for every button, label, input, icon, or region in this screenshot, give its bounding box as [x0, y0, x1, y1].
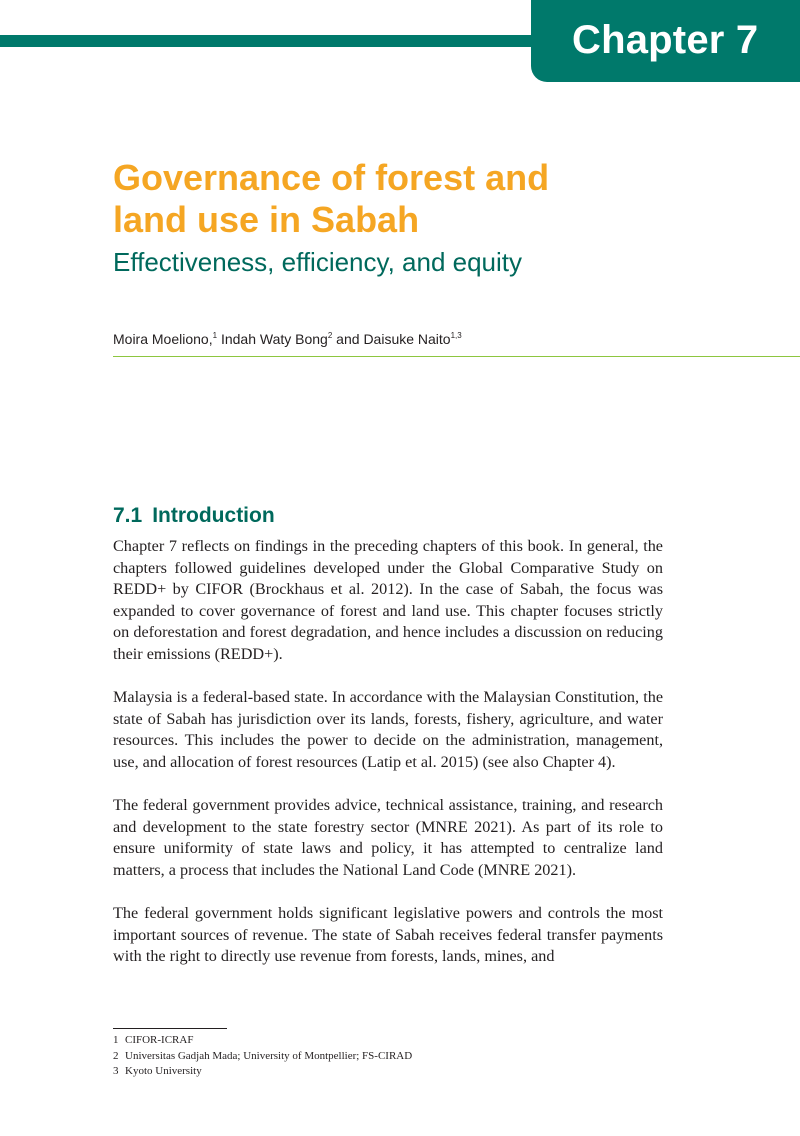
author-affiliation: 1,3: [450, 331, 462, 340]
footnote-text: CIFOR-ICRAF: [125, 1034, 194, 1046]
footnote-text: Universitas Gadjah Mada; University of Montpellier; FS-CIRAD: [125, 1049, 413, 1062]
paragraph: The federal government provides advice, technical assistance, training, and research and development to the state forestry sector (MNRE 2021). As part of its role to ensure uniformity of state laws and policy, it has attempted to centralize land matters, a process that includes the National Land Code (MNRE 2021).: [113, 796, 663, 879]
section-heading: [113, 502, 275, 530]
title-divider: [113, 356, 800, 357]
footnote: [113, 1064, 412, 1080]
paragraph: The federal government holds significant legislative powers and controls the most important sources of revenue. The state of Sabah receives federal transfer payments with the right to directly use revenue from forests, lands, mines, and: [113, 904, 663, 966]
footnote-number: 3: [113, 1065, 119, 1077]
author-name: Daisuke Naito: [363, 331, 451, 347]
chapter-subtitle: Effectiveness, efficiency, and equity: [113, 247, 523, 277]
author-name: Indah Waty Bong: [220, 331, 328, 347]
section-title: Introduction: [152, 504, 275, 527]
chapter-label: Chapter 7: [572, 18, 759, 62]
footnote-rule: [113, 1028, 227, 1029]
footnotes: [113, 1033, 412, 1080]
paragraph: Chapter 7 reflects on findings in the preceding chapters of this book. In general, the chapters followed guidelines developed under the Global Comparative Study on REDD+ by CIFOR (Brockhaus et al. 2012). In the case of Sabah, the focus was expanded to cover governance of forest and land use. This chapter focuses strictly on deforestation and forest degradation, and hence includes a discussion on reducing their emissions (REDD+).: [113, 537, 663, 663]
header-rule: [0, 35, 540, 47]
author-affiliation: 2: [327, 331, 333, 340]
author-name: Moira Moeliono,: [113, 331, 213, 347]
paragraph: Malaysia is a federal-based state. In accordance with the Malaysian Constitution, the state of Sabah has jurisdiction over its lands, forests, fishery, agriculture, and water resources. This includes the power to decide on the administration, management, use, and allocation of forest resources (Latip et al. 2015) (see also Chapter 4).: [113, 688, 663, 771]
footnote: [113, 1049, 412, 1065]
footnote-number: 1: [113, 1034, 119, 1046]
author-separator: and: [332, 331, 364, 347]
footnote: [113, 1033, 412, 1049]
chapter-title-line-2: land use in Sabah: [113, 199, 420, 240]
author-affiliation: 1: [212, 331, 218, 340]
footnote-number: 2: [113, 1049, 119, 1062]
section-number: 7.1: [113, 504, 143, 527]
footnote-text: Kyoto University: [125, 1065, 202, 1077]
chapter-title: [113, 157, 673, 241]
chapter-title-line-1: Governance of forest and: [113, 157, 550, 198]
author-line: [113, 326, 462, 349]
body-text: [113, 536, 663, 989]
